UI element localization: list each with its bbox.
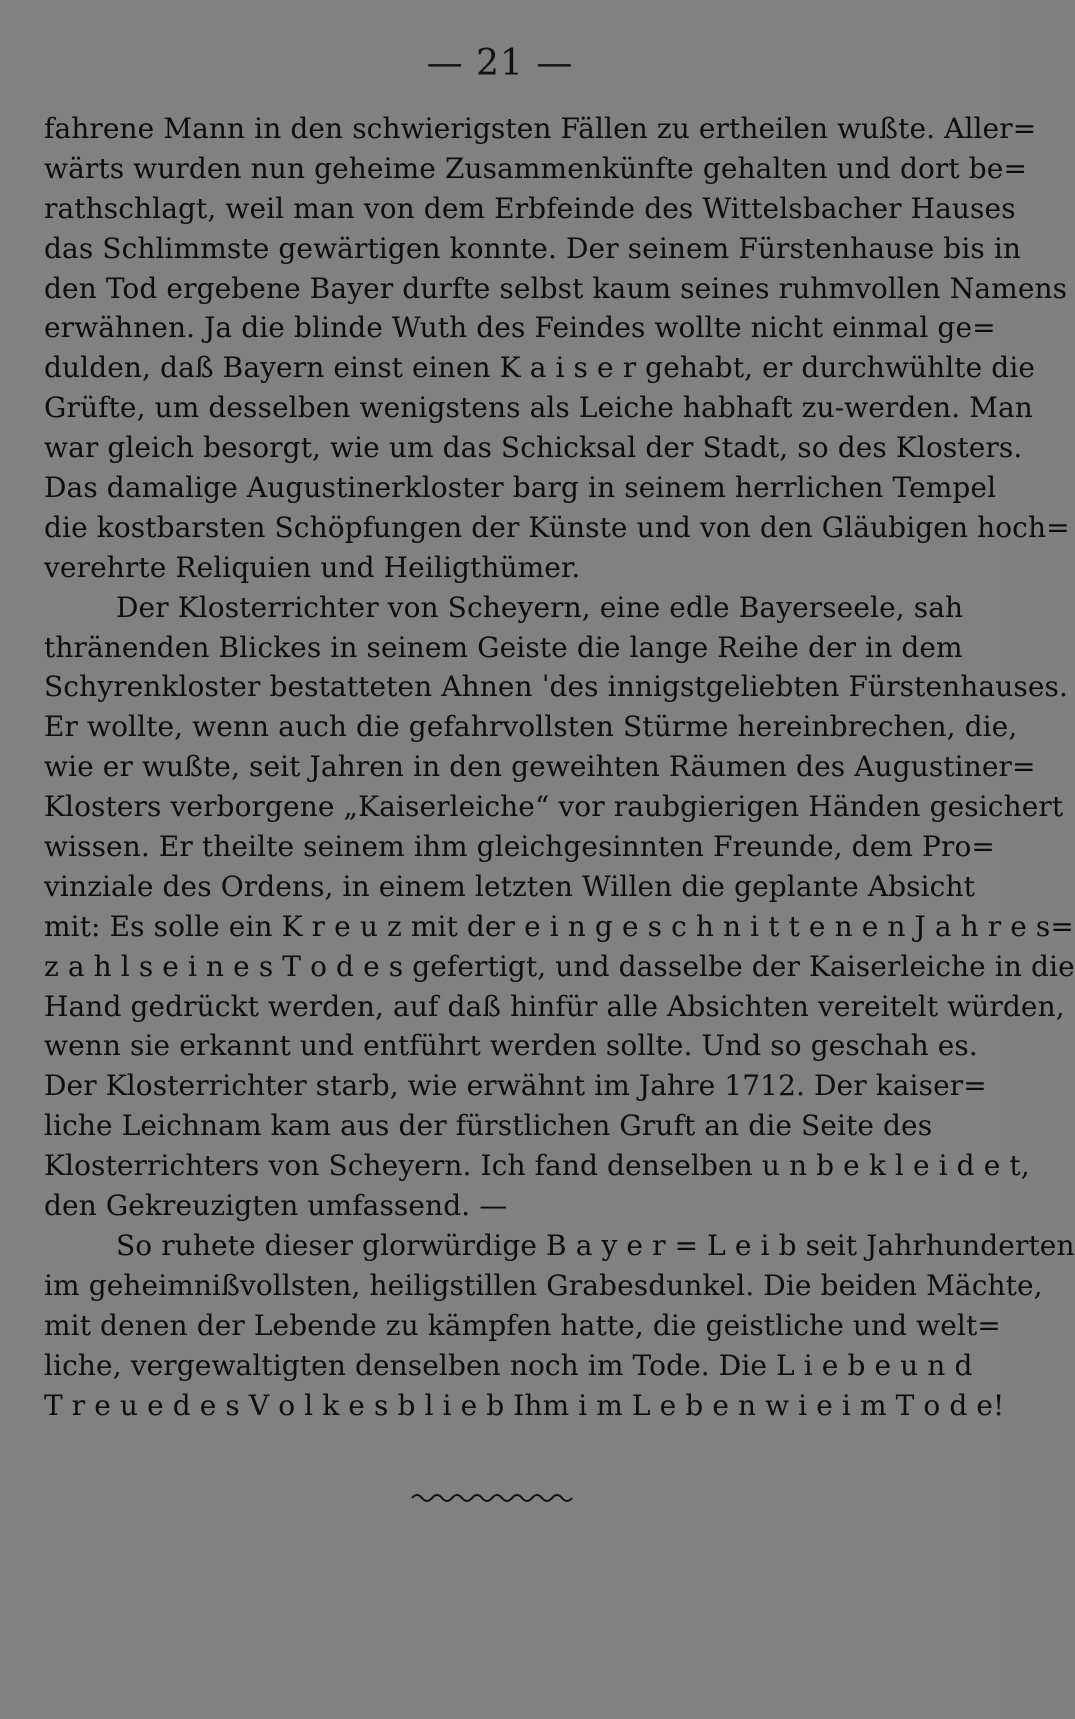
text-line: wie er wußte, seit Jahren in den geweihten Räumen des Augustiner= <box>44 750 1036 784</box>
text-line: erwähnen. Ja die blinde Wuth des Feindes wollte nicht einmal ge= <box>44 311 996 345</box>
text-line: fahrene Mann in den schwierigsten Fällen zu ertheilen wußte. Aller= <box>44 112 1037 145</box>
text-line: wissen. Er theilte seinem ihm gleichgesinnten Freunde, dem Pro= <box>44 830 995 864</box>
text-line: T r e u e d e s V o l k e s b l i e b Ihm i m L e b e n w i e i m T o d e! <box>44 1388 1005 1422</box>
paragraph-1 <box>44 109 1070 588</box>
wavy-divider-ornament <box>410 1488 574 1508</box>
text-line: das Schlimmste gewärtigen konnte. Der seinem Fürstenhause bis in <box>44 231 1022 265</box>
text-line: Schyrenkloster bestatteten Ahnen ˈdes innigstgeliebten Fürstenhauses. <box>44 670 1068 704</box>
text-line: mit: Es solle ein K r e u z mit der e i n g e s c h n i t t e n e n J a h r e s= <box>44 909 1074 943</box>
text-line: So ruhete dieser glorwürdige B a y e r = L e i b seit Jahrhunderten <box>116 1228 1075 1262</box>
wavy-line-icon <box>410 1488 574 1508</box>
text-line: Er wollte, wenn auch die gefahrvollsten Stürme hereinbrechen, die, <box>44 710 1018 744</box>
text-line: thränenden Blickes in seinem Geiste die lange Reihe der in dem <box>44 630 963 664</box>
text-line: Der Klosterrichter starb, wie erwähnt im Jahre 1712. Der kaiser= <box>44 1069 987 1103</box>
text-line: liche, vergewaltigten denselben noch im Tode. Die L i e b e u n d <box>44 1348 973 1382</box>
text-line: war gleich besorgt, wie um das Schicksal der Stadt, so des Klosters. <box>44 431 1023 465</box>
text-line: Grüfte, um desselben wenigstens als Leiche habhaft zu-werden. Man <box>44 391 1033 425</box>
text-line: Klosterrichters von Scheyern. Ich fand denselben u n b e k l e i d e t, <box>44 1149 1030 1183</box>
text-line: wenn sie erkannt und entführt werden sollte. Und so geschah es. <box>44 1029 978 1063</box>
paragraph-3 <box>44 1226 1075 1425</box>
body-text <box>44 109 1075 1425</box>
text-line: den Gekreuzigten umfassend. — <box>44 1189 508 1223</box>
text-line: rathschlagt, weil man von dem Erbfeinde des Wittelsbacher Hauses <box>44 191 1016 225</box>
text-line: dulden, daß Bayern einst einen K a i s e r gehabt, er durchwühlte die <box>44 351 1036 385</box>
text-line: liche Leichnam kam aus der fürstlichen Gruft an die Seite des <box>44 1109 933 1143</box>
paragraph-2 <box>44 588 1075 1226</box>
text-line: z a h l s e i n e s T o d e s gefertigt, und dasselbe der Kaiserleiche in die <box>44 949 1075 983</box>
text-line: den Tod ergebene Bayer durfte selbst kaum seines ruhmvollen Namens <box>44 271 1068 305</box>
text-line: Klosters verborgene „Kaiserleiche“ vor raubgierigen Händen gesichert <box>44 790 1064 824</box>
text-line: Der Klosterrichter von Scheyern, eine edle Bayerseele, sah <box>116 590 964 624</box>
text-line: mit denen der Lebende zu kämpfen hatte, die geistliche und welt= <box>44 1308 1001 1342</box>
text-line: die kostbarsten Schöpfungen der Künste und von den Gläubigen hoch= <box>44 510 1070 544</box>
text-line: Hand gedrückt werden, auf daß hinfür alle Absichten vereitelt würden, <box>44 989 1065 1023</box>
page-number: — 21 — <box>426 43 574 84</box>
text-line: wärts wurden nun geheime Zusammenkünfte gehalten und dort be= <box>44 151 1028 185</box>
text-line: vinziale des Ordens, in einem letzten Willen die geplante Absicht <box>44 869 975 903</box>
text-line: verehrte Reliquien und Heiligthümer. <box>44 550 581 584</box>
text-line: Das damalige Augustinerkloster barg in seinem herrlichen Tempel <box>44 471 997 505</box>
text-line: im geheimnißvollsten, heiligstillen Grabesdunkel. Die beiden Mächte, <box>44 1268 1043 1302</box>
